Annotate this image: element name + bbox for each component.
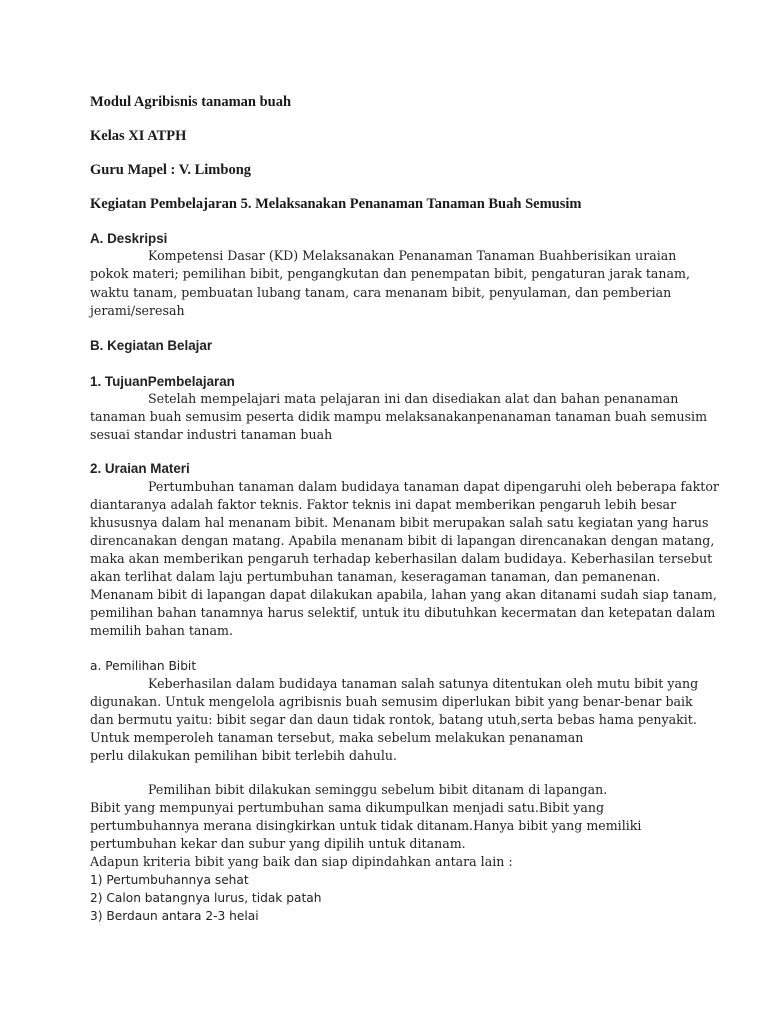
- paragraph-line: memilih bahan tanam.: [90, 623, 233, 638]
- paragraph-line: perlu dilakukan pemilihan bibit terlebih dahulu.: [90, 748, 397, 763]
- tujuan-heading: 1. TujuanPembelajaran: [90, 374, 235, 389]
- paragraph-line: pokok materi; pemilihan bibit, pengangkutan dan penempatan bibit, pengaturan jarak tanam,: [90, 266, 690, 281]
- list-item: 2) Calon batangnya lurus, tidak patah: [90, 891, 322, 905]
- paragraph-line: maka akan memberikan pengaruh terhadap keberhasilan dalam budidaya. Keberhasilan tersebut: [90, 551, 713, 566]
- paragraph-line: waktu tanam, pembuatan lubang tanam, cara menanam bibit, penyulaman, dan pemberian: [90, 285, 672, 300]
- paragraph-line: dan bermutu yaitu: bibit segar dan daun tidak rontok, batang utuh,serta bebas hama penyakit.: [90, 712, 697, 727]
- paragraph-line: Setelah mempelajari mata pelajaran ini dan disediakan alat dan bahan penanaman: [148, 391, 679, 406]
- module-title: Modul Agribisnis tanaman buah: [90, 94, 292, 110]
- guru-line: Guru Mapel : V. Limbong: [90, 162, 252, 178]
- paragraph-line: sesuai standar industri tanaman buah: [90, 427, 333, 442]
- paragraph-line: jerami/seresah: [90, 303, 185, 318]
- paragraph-line: diantaranya adalah faktor teknis. Faktor teknis ini dapat memberikan pengaruh lebih besar: [90, 497, 677, 512]
- pemilihan-heading: a. Pemilihan Bibit: [90, 659, 197, 673]
- paragraph-line: Untuk memperoleh tanaman tersebut, maka sebelum melakukan penanaman: [90, 730, 584, 745]
- paragraph-line: Bibit yang mempunyai pertumbuhan sama dikumpulkan menjadi satu.Bibit yang: [90, 800, 605, 815]
- paragraph-line: pemilihan bahan tanamnya harus selektif, untuk itu dibutuhkan kecermatan dan ketepatan dalam: [90, 605, 716, 620]
- paragraph-line: akan terlihat dalam laju pertumbuhan tanaman, keseragaman tanaman, dan pemanenan.: [90, 569, 661, 584]
- section-a-heading: A. Deskripsi: [90, 231, 168, 246]
- paragraph-line: Kompetensi Dasar (KD) Melaksanakan Penanaman Tanaman Buahberisikan uraian: [148, 248, 677, 263]
- kegiatan-title: Kegiatan Pembelajaran 5. Melaksanakan Penanaman Tanaman Buah Semusim: [90, 196, 582, 212]
- paragraph-line: pertumbuhannya merana disingkirkan untuk tidak ditanam.Hanya bibit yang memiliki: [90, 818, 642, 833]
- paragraph-line: Pertumbuhan tanaman dalam budidaya tanaman dapat dipengaruhi oleh beberapa faktor: [148, 479, 719, 494]
- paragraph-line: Menanam bibit di lapangan dapat dilakukan apabila, lahan yang akan ditanami sudah siap tanam,: [90, 587, 717, 602]
- paragraph-line: direncanakan dengan matang. Apabila menanam bibit di lapangan direncanakan dengan matang,: [90, 533, 715, 548]
- paragraph-line: Pemilihan bibit dilakukan seminggu sebelum bibit ditanam di lapangan.: [148, 782, 608, 797]
- paragraph-line: digunakan. Untuk mengelola agribisnis buah semusim diperlukan bibit yang benar-benar baik: [90, 694, 693, 709]
- paragraph-line: khususnya dalam hal menanam bibit. Menanam bibit merupakan salah satu kegiatan yang harus: [90, 515, 709, 530]
- list-item: 1) Pertumbuhannya sehat: [90, 873, 249, 887]
- section-b-heading: B. Kegiatan Belajar: [90, 338, 213, 353]
- paragraph-line: pertumbuhan kekar dan subur yang dipilih untuk ditanam.: [90, 836, 466, 851]
- paragraph-line: Adapun kriteria bibit yang baik dan siap dipindahkan antara lain :: [90, 854, 513, 869]
- uraian-heading: 2. Uraian Materi: [90, 461, 190, 476]
- paragraph-line: tanaman buah semusim peserta didik mampu melaksanakanpenanaman tanaman buah semusim: [90, 409, 708, 424]
- kelas-line: Kelas XI ATPH: [90, 128, 187, 144]
- list-item: 3) Berdaun antara 2-3 helai: [90, 909, 259, 923]
- paragraph-line: Keberhasilan dalam budidaya tanaman salah satunya ditentukan oleh mutu bibit yang: [148, 676, 699, 691]
